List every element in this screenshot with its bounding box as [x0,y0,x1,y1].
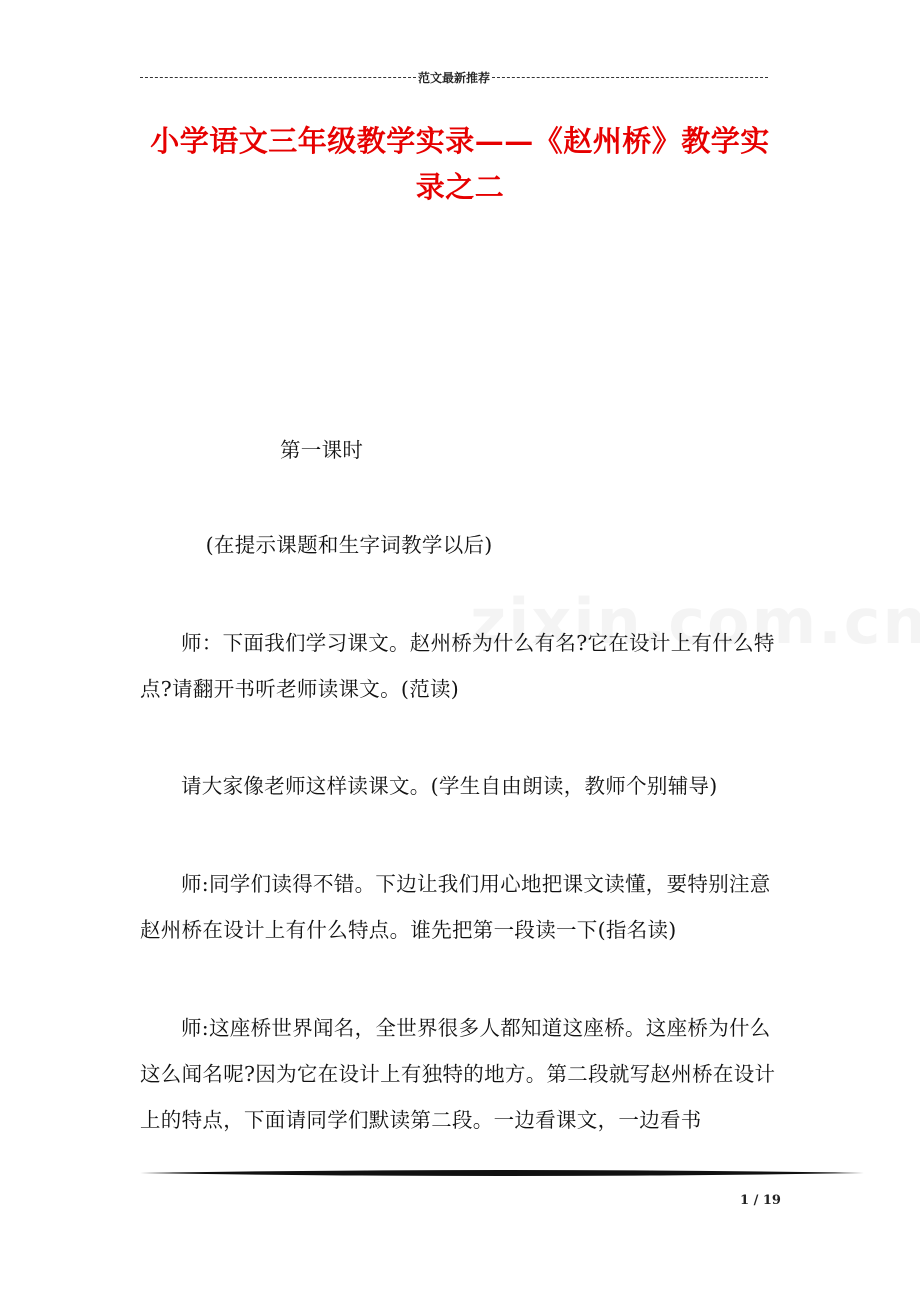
page-number: 1 / 19 [740,1193,781,1208]
paragraph-teacher-2: 师:同学们读得不错。下边让我们用心地把课文读懂，要特别注意赵州桥在设计上有什么特点。谁先把第一段读一下(指名读) [140,872,771,942]
page-header [140,68,768,86]
paragraph-teacher-3: 师:这座桥世界闻名，全世界很多人都知道这座桥。这座桥为什么这么闻名呢?因为它在设计上有独特的地方。第二段就写赵州桥在设计上的特点，下面请同学们默读第二段。一边看课文，一边看书 [140,1016,776,1132]
footer-rule [140,1168,864,1178]
header-label: 范文最新推荐 [418,70,491,85]
paragraph-intro-note: (在提示课题和生字词教学以后) [205,533,493,557]
header-dash-left [140,77,416,78]
paragraph-class-reading: 请大家像老师这样读课文。(学生自由朗读，教师个别辅导) [181,774,718,798]
lesson-heading: 第一课时 [280,438,364,462]
header-dash-right [492,77,768,78]
document-title: 小学语文三年级教学实录——《赵州桥》教学实录之二 [150,124,770,204]
paragraph-teacher-1: 师：下面我们学习课文。赵州桥为什么有名?它在设计上有什么特点?请翻开书听老师读课文。(范读) [140,631,775,701]
